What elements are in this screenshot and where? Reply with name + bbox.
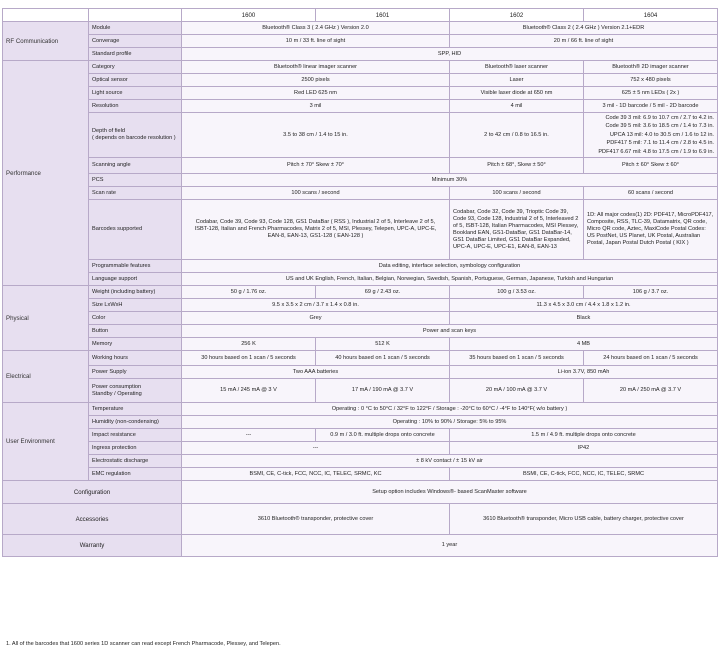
value-hours-1601: 40 hours based on 1 scan / 5 seconds bbox=[316, 351, 450, 366]
label-scanning-angle: Scanning angle bbox=[89, 158, 182, 174]
header-blank bbox=[89, 9, 182, 22]
label-accessories: Accessories bbox=[3, 504, 182, 535]
value-resolution-a: 3 mil bbox=[182, 100, 450, 113]
value-angle-a: Pitch ± 70° Skew ± 70° bbox=[182, 158, 450, 174]
value-pcs: Minimum 30% bbox=[182, 174, 718, 187]
value-accessories-a: 3610 Bluetooth® transponder, protective cover bbox=[182, 504, 450, 535]
value-accessories-b: 3610 Bluetooth® transponder, Micro USB cable, battery charger, protective cover bbox=[450, 504, 718, 535]
label-coverage: Converage bbox=[89, 35, 182, 48]
value-consumption-1604: 20 mA / 250 mA @ 3.7 V bbox=[584, 379, 718, 403]
value-hours-1602: 35 hours based on 1 scan / 5 seconds bbox=[450, 351, 584, 366]
depth-line: PDF417 5 mil: 7.1 to 11.4 cm / 2.8 to 4.5 in. bbox=[606, 140, 714, 147]
value-barcodes-a: Codabar, Code 39, Code 93, Code 128, GS1 DataBar ( RSS ), Industrial 2 of 5, Interleave 2 of 5, ISBT-128, Italian and French Pharmacodes, Matrix 2 of 5, MSI, Plessey, Telepen, UPC-A, UPC-E, EAN-8, EAN-13, GS1-128 ( EAN-128 ) bbox=[182, 200, 450, 260]
depth-label-sub: ( depends on barcode resolution ) bbox=[92, 135, 176, 141]
label-scan-rate: Scan rate bbox=[89, 187, 182, 200]
value-optical-a: 2500 pixels bbox=[182, 74, 450, 87]
value-temperature: Operating : 0 °C to 50°C / 32°F to 122°F / Storage : -20°C to 60°C / -4°F to 140°F( w/o battery ) bbox=[182, 403, 718, 416]
label-size: Size LxWxH bbox=[89, 299, 182, 312]
label-temperature: Temperature bbox=[89, 403, 182, 416]
value-hours-1600: 30 hours based on 1 scan / 5 seconds bbox=[182, 351, 316, 366]
value-button: Power and scan keys bbox=[182, 325, 718, 338]
value-resolution-b: 4 mil bbox=[450, 100, 584, 113]
value-light-c: 625 ± 5 nm LEDs ( 2x ) bbox=[584, 87, 718, 100]
value-language-support: US and UK English, French, Italian, Belgian, Norwegian, Swedish, Spanish, Portuguese, German, Japanese, Turkish and Hungarian bbox=[182, 273, 718, 286]
value-impact-a: --- bbox=[182, 429, 316, 442]
group-electrical: Electrical bbox=[3, 351, 89, 403]
value-rate-b: 100 scans / second bbox=[450, 187, 584, 200]
consumption-label-main: Power consumption bbox=[92, 383, 142, 390]
value-consumption-1600: 15 mA / 245 mA @ 3 V bbox=[182, 379, 316, 403]
value-barcodes-c: 1D: All major codes(1) 2D: PDF417, MicroPDF417, Composite, RSS, TLC-39, Datamatrix, QR code, Micro QR code, Aztec, MaxiCode Postal Codes: US PostNet, US Planet, UK Postal, Australian Postal, Japan Postal Dutch Postal ( KIX ) bbox=[584, 200, 718, 260]
value-angle-b: Pitch ± 68°, Skew ± 50° bbox=[450, 158, 584, 174]
label-warranty: Warranty bbox=[3, 535, 182, 557]
value-size-b: 11.3 x 4.5 x 3.0 cm / 4.4 x 1.8 x 1.2 in. bbox=[450, 299, 718, 312]
label-weight: Weight (including battery) bbox=[89, 286, 182, 299]
group-user-environment: User Environment bbox=[3, 403, 89, 481]
value-light-a: Red LED 625 nm bbox=[182, 87, 450, 100]
value-weight-1601: 69 g / 2.43 oz. bbox=[316, 286, 450, 299]
header-blank bbox=[3, 9, 89, 22]
label-programmable-features: Programmable features bbox=[89, 260, 182, 273]
value-consumption-1601: 17 mA / 190 mA @ 3.7 V bbox=[316, 379, 450, 403]
consumption-label-sub: Standby / Operating bbox=[92, 390, 142, 397]
value-configuration: Setup option includes Windows®- based ScanMaster software bbox=[182, 481, 718, 504]
header-model-1602: 1602 bbox=[450, 9, 584, 22]
header-model-1600: 1600 bbox=[182, 9, 316, 22]
label-power-supply: Power Supply bbox=[89, 366, 182, 379]
depth-line: Code 39 5 mil: 3.6 to 18.5 cm / 1.4 to 7.3 in. bbox=[605, 123, 714, 130]
value-color-b: Black bbox=[450, 312, 718, 325]
value-emc-b: BSMI, CE, C-tick, FCC, NCC, IC, TELEC, SRMC bbox=[450, 468, 718, 481]
value-rate-a: 100 scans / second bbox=[182, 187, 450, 200]
label-module: Module bbox=[89, 22, 182, 35]
value-depth-b: 2 to 42 cm / 0.8 to 16.5 in. bbox=[450, 113, 584, 158]
value-supply-b: Li-ion 3.7V, 850 mAh bbox=[450, 366, 718, 379]
value-optical-c: 752 x 480 pixels bbox=[584, 74, 718, 87]
spec-table bbox=[2, 8, 718, 557]
group-physical: Physical bbox=[3, 286, 89, 351]
group-rf-communication: RF Communication bbox=[3, 22, 89, 61]
value-humidity: Operating : 10% to 90% / Storage: 5% to 95% bbox=[182, 416, 718, 429]
value-standard-profile: SPP, HID bbox=[182, 48, 718, 61]
label-standard-profile: Standard profile bbox=[89, 48, 182, 61]
value-category-b: Bluetooth® laser scanner bbox=[450, 61, 584, 74]
label-optical-sensor: Optical sensor bbox=[89, 74, 182, 87]
label-power-consumption bbox=[89, 379, 182, 403]
value-emc-a: BSMI, CE, C-tick, FCC, NCC, IC, TELEC, SRMC, KC bbox=[182, 468, 450, 481]
value-light-b: Visible laser diode at 650 nm bbox=[450, 87, 584, 100]
header-model-1601: 1601 bbox=[316, 9, 450, 22]
label-barcodes-supported: Barcodes supported bbox=[89, 200, 182, 260]
label-humidity: Humidity (non-condensing) bbox=[89, 416, 182, 429]
value-weight-1602: 100 g / 3.53 oz. bbox=[450, 286, 584, 299]
depth-label-main: Depth of field bbox=[92, 128, 125, 134]
value-memory-1600: 256 K bbox=[182, 338, 316, 351]
label-color: Color bbox=[89, 312, 182, 325]
label-depth-of-field bbox=[89, 113, 182, 158]
value-memory-b: 4 MB bbox=[450, 338, 718, 351]
depth-line: PDF417 6.67 mil: 4.8 to 17.5 cm / 1.9 to 6.9 in. bbox=[598, 148, 714, 155]
label-light-source: Light source bbox=[89, 87, 182, 100]
value-depth-c bbox=[584, 113, 718, 158]
value-color-a: Grey bbox=[182, 312, 450, 325]
value-warranty: 1 year bbox=[182, 535, 718, 557]
label-language-support: Language support bbox=[89, 273, 182, 286]
value-ingress-b: IP42 bbox=[450, 442, 718, 455]
label-emc-regulation: EMC regulation bbox=[89, 468, 182, 481]
value-module-b: Bluetooth® Class 2 ( 2.4 GHz ) Version 2.1+EDR bbox=[450, 22, 718, 35]
value-barcodes-b: Codabar, Code 32, Code 39, Trioptic Code 39, Code 93, Code 128, Industrial 2 of 5, Interleaved 2 of 5, ISBT-128, Italian Pharmacodes, MSI Plessey, Bookland EAN, GS1-DataBar, GS1 DataBar-14, GS1 DataBar Limited, GS1 DataBar Expanded, UPC-A, UPC-E, UPC-E1, EAN-8, EAN-13 bbox=[450, 200, 584, 260]
label-working-hours: Working hours bbox=[89, 351, 182, 366]
value-resolution-c: 3 mil - 1D barcode / 5 mil - 2D barcode bbox=[584, 100, 718, 113]
value-impact-b: 0.9 m / 3.0 ft. multiple drops onto concrete bbox=[316, 429, 450, 442]
value-electrostatic-discharge: ± 8 kV contact / ± 15 kV air bbox=[182, 455, 718, 468]
group-performance: Performance bbox=[3, 61, 89, 286]
value-size-a: 9.5 x 3.5 x 2 cm / 3.7 x 1.4 x 0.8 in. bbox=[182, 299, 450, 312]
value-coverage-a: 10 m / 33 ft. line of sight bbox=[182, 35, 450, 48]
header-model-1604: 1604 bbox=[584, 9, 718, 22]
label-category: Category bbox=[89, 61, 182, 74]
label-pcs: PCS bbox=[89, 174, 182, 187]
value-coverage-b: 20 m / 66 ft. line of sight bbox=[450, 35, 718, 48]
value-depth-a: 3.5 to 38 cm / 1.4 to 15 in. bbox=[182, 113, 450, 158]
label-configuration: Configuration bbox=[3, 481, 182, 504]
footnote: 1. All of the barcodes that 1600 series 1D scanner can read except French Pharmacode, Plessey, and Telepen. bbox=[6, 641, 281, 647]
value-rate-c: 60 scans / second bbox=[584, 187, 718, 200]
label-ingress-protection: Ingress protection bbox=[89, 442, 182, 455]
value-optical-b: Laser bbox=[450, 74, 584, 87]
value-category-c: Bluetooth® 2D imager scanner bbox=[584, 61, 718, 74]
depth-line: UPCA 13 mil: 4.0 to 30.5 cm / 1.6 to 12 in. bbox=[609, 131, 714, 138]
value-hours-1604: 24 hours based on 1 scan / 5 seconds bbox=[584, 351, 718, 366]
value-weight-1604: 106 g / 3.7 oz. bbox=[584, 286, 718, 299]
value-programmable-features: Data editing, interface selection, symbology configuration bbox=[182, 260, 718, 273]
value-weight-1600: 50 g / 1.76 oz. bbox=[182, 286, 316, 299]
label-memory: Memory bbox=[89, 338, 182, 351]
value-memory-1601: 512 K bbox=[316, 338, 450, 351]
depth-line: Code 39 3 mil: 6.9 to 10.7 cm / 2.7 to 4.2 in. bbox=[605, 114, 714, 121]
label-resolution: Resolution bbox=[89, 100, 182, 113]
value-impact-c: 1.5 m / 4.9 ft. multiple drops onto concrete bbox=[450, 429, 718, 442]
value-angle-c: Pitch ± 60° Skew ± 60° bbox=[584, 158, 718, 174]
value-consumption-1602: 20 mA / 100 mA @ 3.7 V bbox=[450, 379, 584, 403]
value-module-a: Bluetooth® Class 3 ( 2.4 GHz ) Version 2.0 bbox=[182, 22, 450, 35]
label-impact-resistance: Impact resistance bbox=[89, 429, 182, 442]
value-category-a: Bluetooth® linear imager scanner bbox=[182, 61, 450, 74]
label-electrostatic-discharge: Electrostatic discharge bbox=[89, 455, 182, 468]
value-ingress-a: --- bbox=[182, 442, 450, 455]
label-button: Button bbox=[89, 325, 182, 338]
value-supply-a: Two AAA batteries bbox=[182, 366, 450, 379]
